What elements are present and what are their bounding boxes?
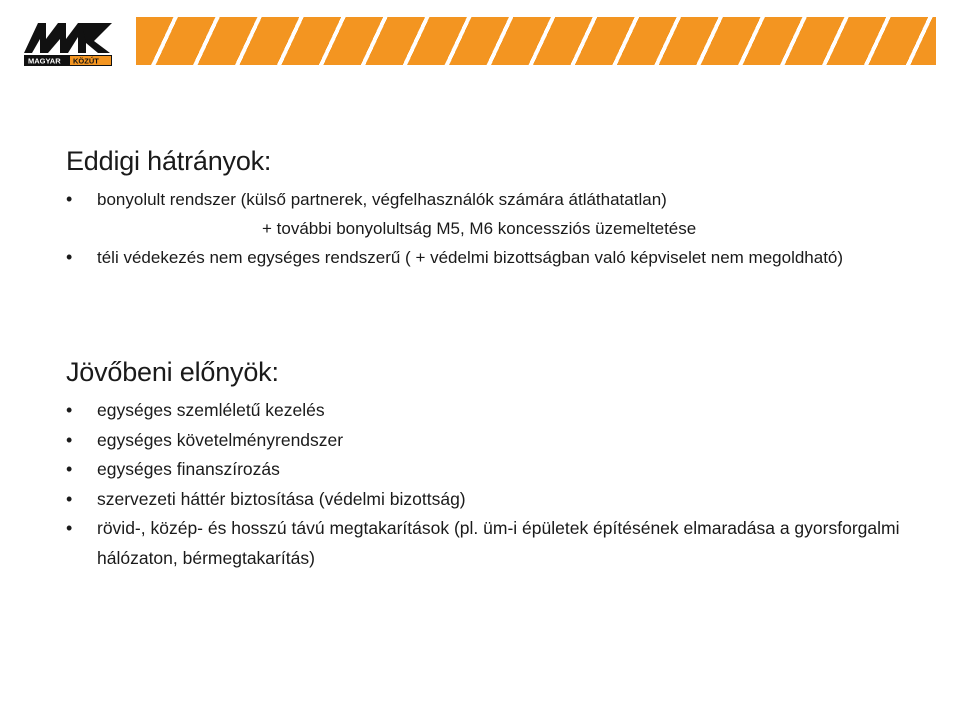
svg-text:MAGYAR: MAGYAR bbox=[28, 56, 61, 66]
slide-content bbox=[66, 146, 946, 573]
list-item: • bonyolult rendszer (külső partnerek, végfelhasználók számára átláthatatlan) bbox=[66, 185, 946, 214]
drawbacks-list bbox=[66, 185, 946, 272]
benefits-list bbox=[66, 396, 946, 573]
section-title-drawbacks: Eddigi hátrányok: bbox=[66, 146, 272, 176]
list-item: • szervezeti háttér biztosítása (védelmi bizottság) bbox=[66, 485, 946, 515]
list-item-continuation: + további bonyolultság M5, M6 koncessziós üzemeltetése bbox=[262, 219, 697, 238]
header bbox=[0, 0, 960, 80]
list-item: • egységes finanszírozás bbox=[66, 455, 946, 485]
list-item: • egységes szemléletű kezelés bbox=[66, 396, 946, 426]
logo-mark-icon bbox=[24, 17, 112, 67]
svg-text:KÖZÚT: KÖZÚT bbox=[73, 56, 99, 66]
list-item: • egységes követelményrendszer bbox=[66, 426, 946, 456]
section-title-benefits: Jövőbeni előnyök: bbox=[66, 357, 279, 387]
list-item: • rövid-, közép- és hosszú távú megtakarítások (pl. üm-i épületek építésének elmaradása a gyorsforgalmi hálózaton, bérmegtakarítás) bbox=[66, 514, 946, 573]
orange-stripe-banner bbox=[136, 17, 936, 65]
list-item: • téli védekezés nem egységes rendszerű ( + védelmi bizottságban való képviselet nem megoldható) bbox=[66, 243, 946, 272]
magyar-kozut-logo bbox=[24, 17, 112, 67]
